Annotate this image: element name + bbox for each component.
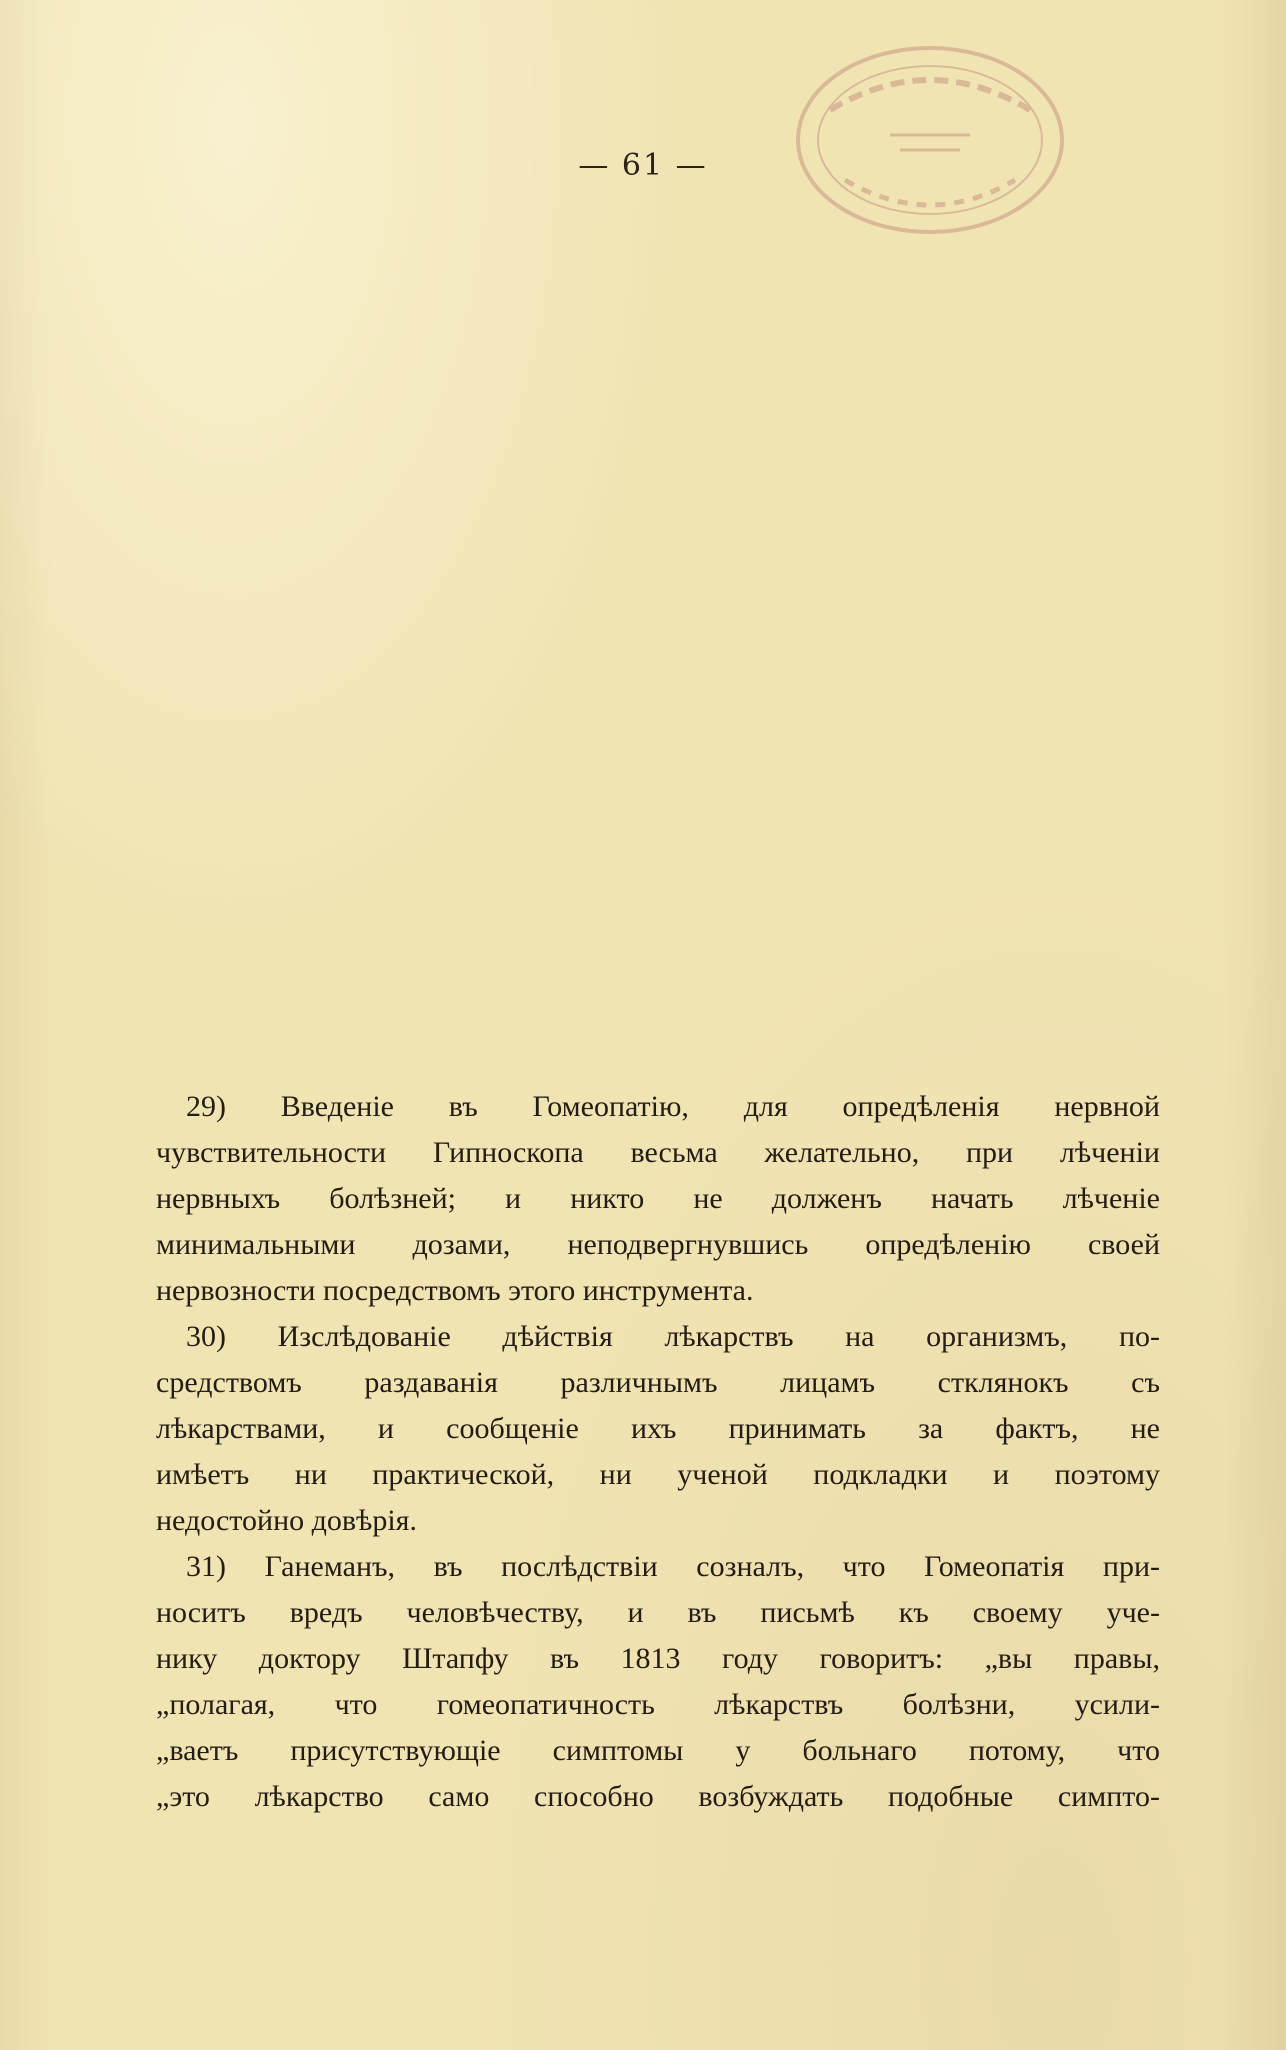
text-line: 31) Ганеманъ, въ послѣдствіи созналъ, что Гомеопатія при-: [186, 1550, 1160, 1583]
text-line: нервныхъ болѣзней; и никто не долженъ начать лѣченіе: [156, 1182, 1160, 1215]
text-line: [156, 578, 1160, 624]
page-number: — 61 —: [578, 148, 708, 183]
text-line: [156, 670, 1160, 716]
text-line: [156, 486, 1160, 532]
text-line: [156, 716, 1160, 762]
text-line: [156, 900, 1160, 946]
text-line: [156, 992, 1160, 1038]
body-text: [156, 210, 1160, 1820]
text-line: [156, 624, 1160, 670]
text-line: [156, 440, 1160, 486]
text-line: минимальными дозами, неподвергнувшись опредѣленію своей: [156, 1228, 1160, 1261]
text-line: [156, 762, 1160, 808]
text-line: [156, 532, 1160, 578]
text-line: имѣетъ ни практической, ни ученой подкладки и поэтому: [156, 1458, 1160, 1491]
text-line: [156, 854, 1160, 900]
text-line: „ваетъ присутствующіе симптомы у больнаго потому, что: [156, 1734, 1160, 1767]
text-line: недостойно довѣрія.: [156, 1504, 417, 1537]
text-line: [156, 210, 1160, 256]
text-line: „полагая, что гомеопатичность лѣкарствъ болѣзни, усили-: [156, 1688, 1160, 1721]
text-line: нервозности посредствомъ этого инструмента.: [156, 1274, 754, 1307]
text-line: [156, 256, 1160, 302]
text-line: 30) Изслѣдованіе дѣйствія лѣкарствъ на организмъ, по-: [186, 1320, 1160, 1353]
text-line: [156, 302, 1160, 348]
text-line: [156, 348, 1160, 394]
text-line: [156, 394, 1160, 440]
text-line: 29) Введеніе въ Гомеопатію, для опредѣленія нервной: [186, 1090, 1160, 1123]
text-line: носитъ вредъ человѣчеству, и въ письмѣ къ своему уче-: [156, 1596, 1160, 1629]
text-line: „это лѣкарство само способно возбуждать подобные симпто-: [156, 1780, 1160, 1813]
text-line: средствомъ раздаванія различнымъ лицамъ стклянокъ съ: [156, 1366, 1160, 1399]
text-line: чувствительности Гипноскопа весьма желательно, при лѣченіи: [156, 1136, 1160, 1169]
text-line: [156, 808, 1160, 854]
text-line: [156, 946, 1160, 992]
text-line: [156, 1038, 1160, 1084]
text-line: нику доктору Штапфу въ 1813 году говоритъ: „вы правы,: [156, 1642, 1160, 1675]
text-line: лѣкарствами, и сообщеніе ихъ принимать за фактъ, не: [156, 1412, 1160, 1445]
